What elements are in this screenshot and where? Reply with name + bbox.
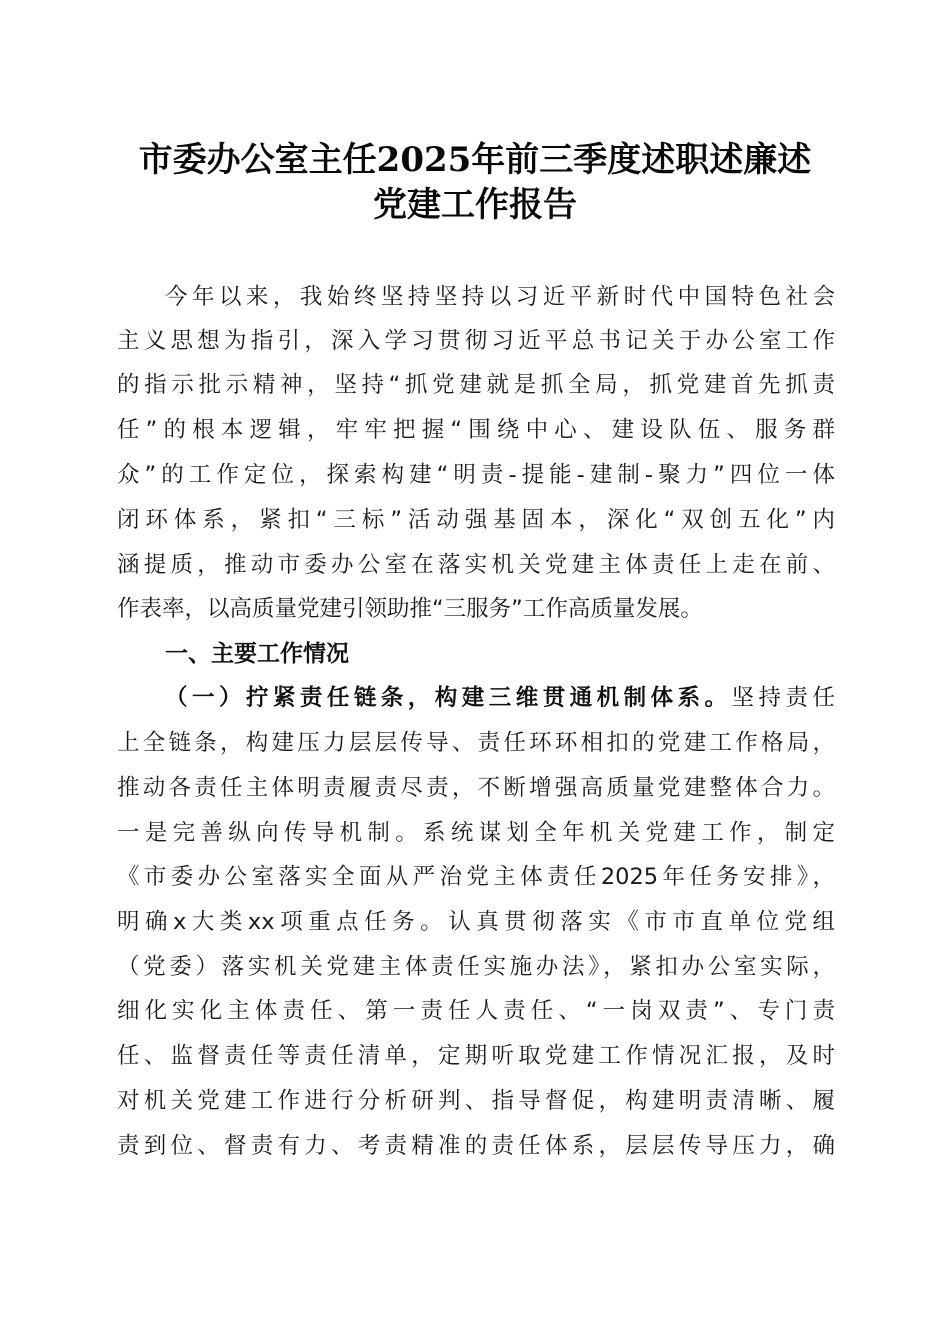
body-line-5: 明确x大类xx项重点任务。认真贯彻落实《市市直单位党组: [117, 909, 835, 935]
body-line-3: 一是完善纵向传导机制。系统谋划全年机关党建工作，制定: [117, 820, 835, 846]
intro-line-4: 任”的根本逻辑，牢牢把握“围绕中心、建设队伍、服务群: [117, 417, 835, 443]
subsection-first-line-rest: 坚持责任: [731, 685, 835, 711]
intro-line-8: 作表率，以高质量党建引领助推“三服务”工作高质量发展。: [117, 596, 703, 622]
body-line-8: 任、监督责任等责任清单，定期听取党建工作情况汇报，及时: [117, 1043, 835, 1069]
intro-line-2: 主义思想为指引，深入学习贯彻习近平总书记关于办公室工作: [117, 328, 835, 354]
intro-line-3: 的指示批示精神，坚持“抓党建就是抓全局，抓党建首先抓责: [117, 372, 835, 398]
intro-line-5: 众”的工作定位，探索构建“明责-提能-建制-聚力”四位一体: [117, 462, 835, 488]
body-line-9: 对机关党建工作进行分析研判、指导督促，构建明责清晰、履: [117, 1088, 835, 1114]
body-line-1: 上全链条，构建压力层层传导、责任环环相扣的党建工作格局，: [117, 730, 835, 756]
body-line-6: （党委）落实机关党建主体责任实施办法》，紧扣办公室实际，: [117, 954, 835, 980]
body-line-7: 细化实化主体责任、第一责任人责任、“一岗双责”、专门责: [117, 998, 835, 1024]
body-line-10: 责到位、督责有力、考责精准的责任体系，层层传导压力，确: [117, 1133, 835, 1159]
intro-line-6: 闭环体系，紧扣“三标”活动强基固本，深化“双创五化”内: [117, 507, 835, 533]
intro-line-7: 涵提质，推动市委办公室在落实机关党建主体责任上走在前、: [117, 552, 835, 578]
subsection-first-line: [165, 683, 835, 713]
intro-line-1: 今年以来，我始终坚持坚持以习近平新时代中国特色社会: [165, 284, 835, 310]
body-line-2: 推动各责任主体明责履责尽责，不断增强高质量党建整体合力。: [117, 775, 835, 801]
section-heading: 一、主要工作情况: [165, 641, 349, 667]
document-title-line-1: 市委办公室主任2025年前三季度述职述廉述: [138, 140, 812, 180]
body-line-4: 《市委办公室落实全面从严治党主体责任2025年任务安排》，: [117, 864, 835, 890]
subsection-title: （一）拧紧责任链条，构建三维贯通机制体系。: [165, 685, 732, 711]
document-title-line-2: 党建工作报告: [373, 185, 577, 225]
